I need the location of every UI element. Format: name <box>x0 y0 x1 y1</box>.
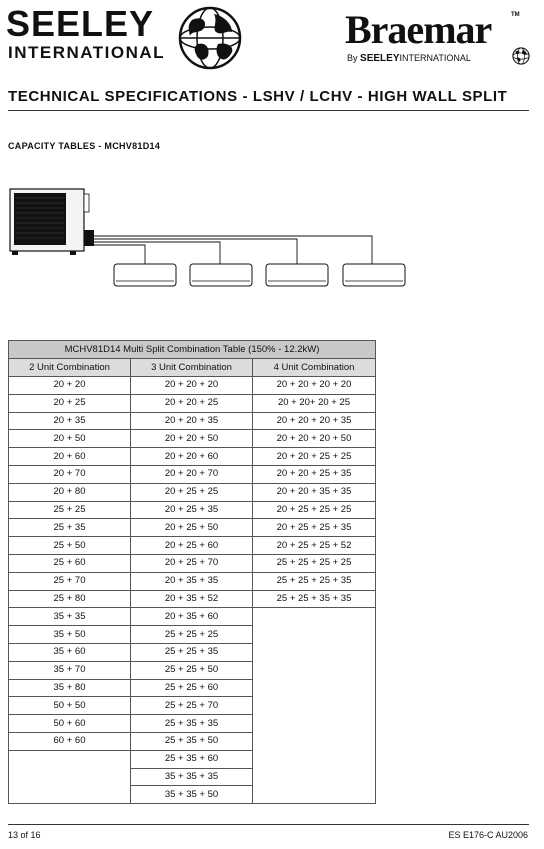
page-title: TECHNICAL SPECIFICATIONS - LSHV / LCHV - HIGH WALL SPLIT <box>8 88 508 105</box>
table-row <box>9 430 376 448</box>
table-row <box>9 590 376 608</box>
combination-cell: 20 + 20 <box>9 377 131 395</box>
page-number: 13 of 16 <box>8 830 41 840</box>
indoor-unit-1 <box>114 264 176 286</box>
combination-cell: 20 + 25 + 25 <box>131 483 253 501</box>
table-row <box>9 572 376 590</box>
globe-icon <box>178 6 242 70</box>
combination-cell: 20 + 20 + 70 <box>131 465 253 483</box>
table-row <box>9 483 376 501</box>
combination-cell: 35 + 35 + 35 <box>131 768 253 786</box>
indoor-unit-2 <box>190 264 252 286</box>
combination-cell: 20 + 20 + 35 + 35 <box>253 483 376 501</box>
small-globe-icon <box>512 47 530 65</box>
byline-by: By <box>347 53 358 63</box>
braemar-byline <box>347 53 471 64</box>
combination-table <box>8 340 376 804</box>
table-row <box>9 465 376 483</box>
table-body <box>9 377 376 804</box>
combination-cell: 25 + 25 + 25 + 25 <box>253 554 376 572</box>
column-header-2-unit: 2 Unit Combination <box>9 359 131 377</box>
seeley-logo-text: SEELEY <box>6 3 155 44</box>
table-row <box>9 412 376 430</box>
combination-cell: 60 + 60 <box>9 732 131 750</box>
empty-cell <box>9 750 131 803</box>
combination-cell: 25 + 60 <box>9 554 131 572</box>
byline-company: SEELEY <box>360 53 400 64</box>
combination-cell: 25 + 35 + 35 <box>131 715 253 733</box>
combination-cell: 35 + 35 + 50 <box>131 786 253 804</box>
combination-cell: 35 + 80 <box>9 679 131 697</box>
title-divider <box>8 110 529 111</box>
combination-cell: 35 + 70 <box>9 661 131 679</box>
table-row <box>9 519 376 537</box>
combination-cell: 25 + 25 + 25 + 35 <box>253 572 376 590</box>
indoor-unit-3 <box>266 264 328 286</box>
table-row <box>9 448 376 466</box>
combination-cell: 20 + 20 + 25 + 35 <box>253 465 376 483</box>
combination-cell: 20 + 25 + 25 + 25 <box>253 501 376 519</box>
combination-cell: 20 + 20 + 20 + 35 <box>253 412 376 430</box>
combination-cell: 20 + 35 + 60 <box>131 608 253 626</box>
combination-cell: 50 + 60 <box>9 715 131 733</box>
combination-cell: 20 + 25 <box>9 394 131 412</box>
combination-cell: 20 + 20 + 35 <box>131 412 253 430</box>
table-row <box>9 537 376 555</box>
combination-cell: 20 + 20 + 50 <box>131 430 253 448</box>
table-row <box>9 377 376 395</box>
outdoor-unit <box>10 189 94 255</box>
combination-cell: 20 + 20+ 20 + 25 <box>253 394 376 412</box>
trademark-mark: TM <box>511 12 520 18</box>
combination-cell: 20 + 50 <box>9 430 131 448</box>
combination-cell: 35 + 35 <box>9 608 131 626</box>
combination-cell: 20 + 25 + 50 <box>131 519 253 537</box>
combination-cell: 25 + 80 <box>9 590 131 608</box>
table-row <box>9 501 376 519</box>
combination-cell: 20 + 20 + 20 + 50 <box>253 430 376 448</box>
combination-cell: 20 + 25 + 25 + 35 <box>253 519 376 537</box>
combination-cell: 20 + 25 + 60 <box>131 537 253 555</box>
combination-cell: 35 + 60 <box>9 643 131 661</box>
braemar-logo <box>345 8 535 68</box>
combination-cell: 20 + 20 + 20 + 20 <box>253 377 376 395</box>
combination-cell: 25 + 25 + 35 + 35 <box>253 590 376 608</box>
combination-cell: 25 + 35 <box>9 519 131 537</box>
combination-cell: 25 + 35 + 60 <box>131 750 253 768</box>
combination-cell: 50 + 50 <box>9 697 131 715</box>
combination-cell: 20 + 20 + 25 + 25 <box>253 448 376 466</box>
multi-split-diagram <box>0 180 420 300</box>
table-caption: MCHV81D14 Multi Split Combination Table (150% - 12.2kW) <box>9 341 376 359</box>
combination-cell: 20 + 35 + 35 <box>131 572 253 590</box>
empty-cell <box>253 608 376 804</box>
indoor-unit-4 <box>343 264 405 286</box>
combination-cell: 35 + 50 <box>9 626 131 644</box>
section-subheading: CAPACITY TABLES - MCHV81D14 <box>8 141 161 151</box>
combination-cell: 25 + 35 + 50 <box>131 732 253 750</box>
combination-cell: 25 + 25 + 25 <box>131 626 253 644</box>
table-row <box>9 608 376 626</box>
combination-cell: 25 + 70 <box>9 572 131 590</box>
combination-cell: 20 + 25 + 70 <box>131 554 253 572</box>
combination-cell: 20 + 60 <box>9 448 131 466</box>
international-logo-text: INTERNATIONAL <box>8 43 166 62</box>
combination-cell: 25 + 25 <box>9 501 131 519</box>
combination-cell: 25 + 50 <box>9 537 131 555</box>
combination-cell: 25 + 25 + 35 <box>131 643 253 661</box>
combination-cell: 20 + 70 <box>9 465 131 483</box>
combination-cell: 25 + 25 + 60 <box>131 679 253 697</box>
table-row <box>9 394 376 412</box>
footer-divider <box>8 824 529 825</box>
combination-cell: 25 + 25 + 50 <box>131 661 253 679</box>
column-header-3-unit: 3 Unit Combination <box>131 359 253 377</box>
combination-cell: 20 + 35 <box>9 412 131 430</box>
combination-cell: 20 + 35 + 52 <box>131 590 253 608</box>
document-code: ES E176-C AU2006 <box>448 830 528 840</box>
combination-cell: 25 + 25 + 70 <box>131 697 253 715</box>
table-row <box>9 554 376 572</box>
column-header-4-unit: 4 Unit Combination <box>253 359 376 377</box>
refrigerant-pipes <box>94 236 372 264</box>
combination-cell: 20 + 25 + 35 <box>131 501 253 519</box>
combination-cell: 20 + 20 + 60 <box>131 448 253 466</box>
combination-cell: 20 + 20 + 20 <box>131 377 253 395</box>
braemar-logo-text: Braemar <box>345 7 492 52</box>
seeley-international-logo <box>6 3 242 66</box>
combination-cell: 20 + 80 <box>9 483 131 501</box>
byline-suffix: INTERNATIONAL <box>399 53 471 63</box>
combination-cell: 20 + 20 + 25 <box>131 394 253 412</box>
combination-cell: 20 + 25 + 25 + 52 <box>253 537 376 555</box>
